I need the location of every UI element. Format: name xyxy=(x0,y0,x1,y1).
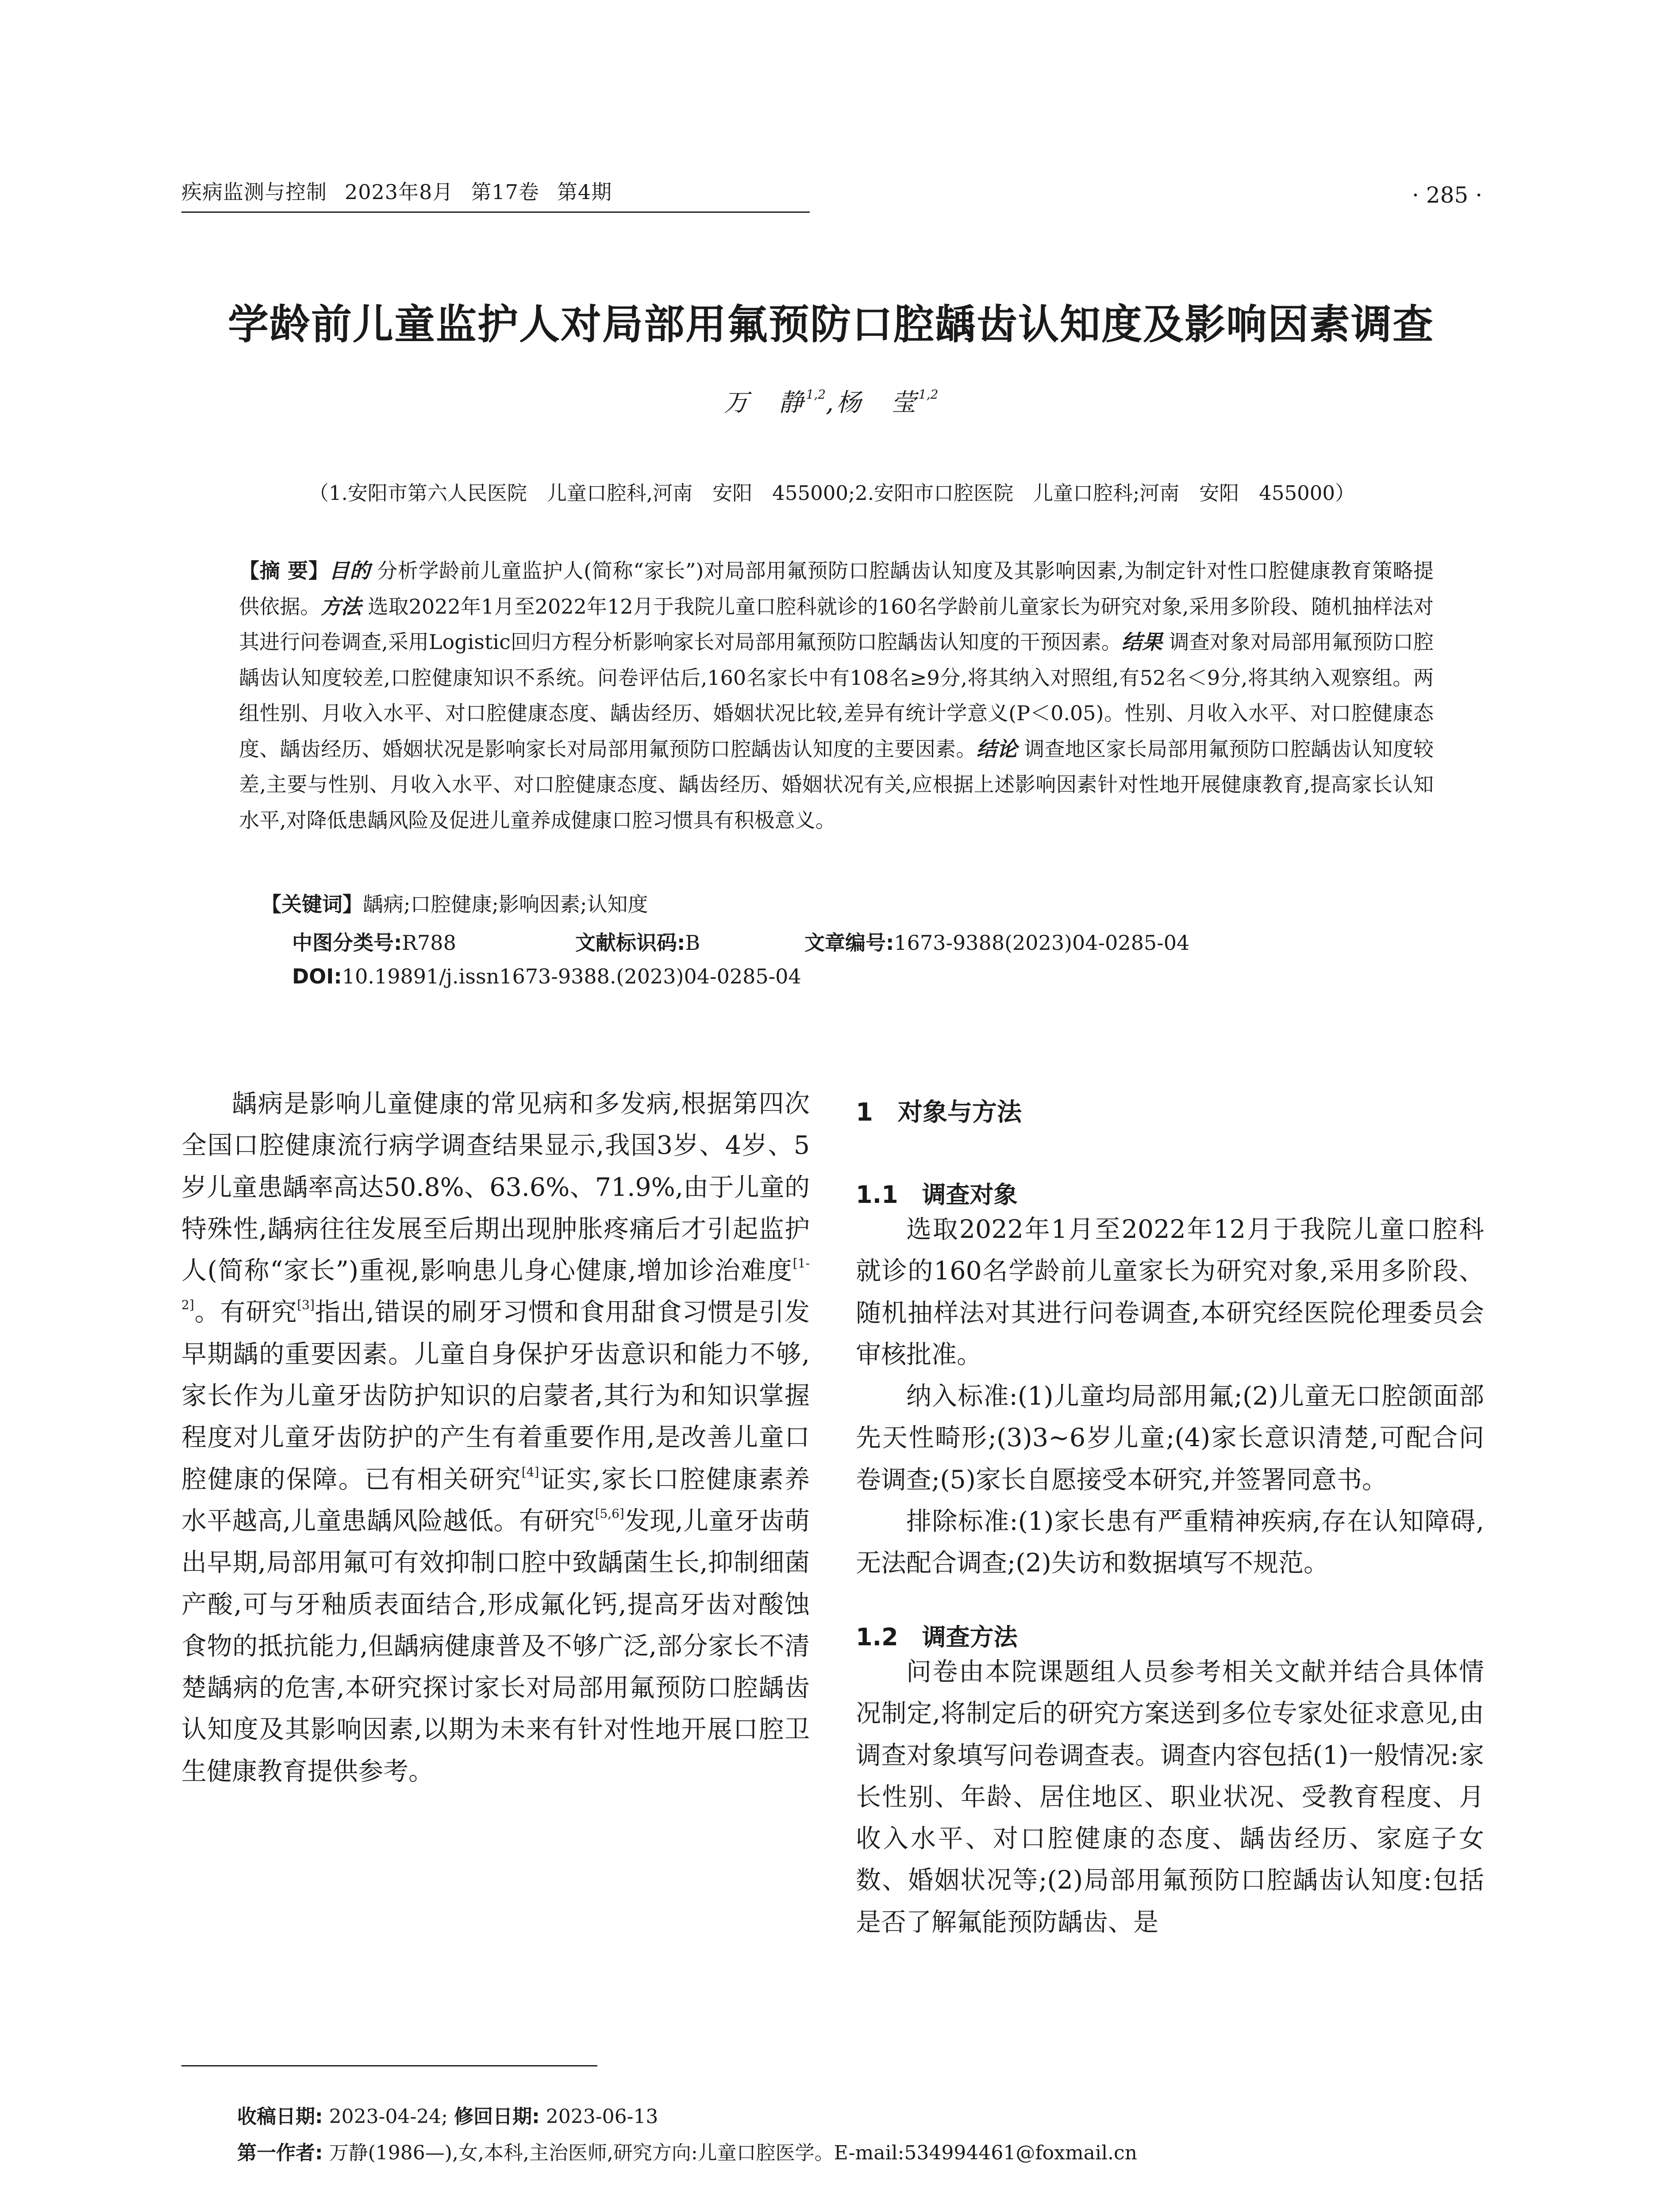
running-header xyxy=(181,176,630,205)
keywords xyxy=(261,888,648,918)
citation-1-2[interactable]: [1-2] xyxy=(181,1256,810,1313)
article-number-label: 文章编号: xyxy=(804,931,894,955)
citation-5-6[interactable]: [5,6] xyxy=(595,1506,624,1521)
section-heading-1: 1 对象与方法 xyxy=(856,1098,1022,1127)
first-author-note xyxy=(237,2137,1137,2165)
received-label: 收稿日期: xyxy=(237,2105,323,2128)
methods-text: 选取2022年1月至2022年12月于我院儿童口腔科就诊的160名学龄前儿童家长为研究对象,采用多阶段、随机抽样法对其进行问卷调查,采用Logistic回归方程分析影响家长对局部用氟预防口腔龋齿认知度的干预因素。 xyxy=(239,594,1434,654)
issue: 第4期 xyxy=(557,180,612,204)
affiliation: （1.安阳市第六人民医院 儿童口腔科,河南 安阳 455000;2.安阳市口腔医院 儿童口腔科;河南 安阳 455000） xyxy=(308,481,1355,505)
abstract xyxy=(239,553,1434,838)
journal-name: 疾病监测与控制 xyxy=(181,180,327,204)
author-1-affil: 1,2 xyxy=(806,387,826,402)
methods-tag: 方法 xyxy=(320,594,362,618)
article-number-value: 1673-9388(2023)04-0285-04 xyxy=(894,931,1190,955)
document-code xyxy=(575,927,700,956)
intro-text-2: 。有研究 xyxy=(194,1298,297,1327)
article-title: 学龄前儿童监护人对局部用氟预防口腔龋齿认知度及影响因素调查 xyxy=(227,301,1434,348)
clc-label: 中图分类号: xyxy=(292,931,402,955)
footnote-rule xyxy=(181,2065,597,2066)
author-line xyxy=(0,383,1662,419)
intro-text-5: 发现,儿童牙齿萌出早期,局部用氟可有效抑制口腔中致龋菌生长,抑制细菌产酸,可与牙釉质表面结合,形成氟化钙,提高牙齿对酸蚀食物的抵抗能力,但龋病健康普及不够广泛,部分家长不清楚龋病的危害,本研究探讨家长对局部用氟预防口腔龋齿认知度及其影响因素,以期为未来有针对性地开展口腔卫生健康教育提供参考。 xyxy=(181,1506,810,1786)
volume: 第17卷 xyxy=(471,180,539,204)
method-column xyxy=(856,1651,1484,1943)
results-tag: 结果 xyxy=(1121,630,1162,654)
doi xyxy=(292,964,801,988)
intro-text-3: 指出,错误的刷牙习惯和食用甜食习惯是引发早期龋的重要因素。儿童自身保护牙齿意识和能力不够,家长作为儿童牙齿防护知识的启蒙者,其行为和知识掌握程度对儿童牙齿防护的产生有着重要作用,是改善儿童口腔健康的保障。已有相关研究 xyxy=(181,1298,810,1494)
revised-label: 修回日期: xyxy=(454,2105,540,2128)
conclusion-text: 调查地区家长局部用氟预防口腔龋齿认知度较差,主要与性别、月收入水平、对口腔健康态度、龋齿经历、婚姻状况有关,应根据上述影响因素针对性地开展健康教育,提高家长认知水平,对降低患龋风险及促进儿童养成健康口腔习惯具有积极意义。 xyxy=(239,737,1434,832)
intro-text-1: 龋病是影响儿童健康的常见病和多发病,根据第四次全国口腔健康流行病学调查结果显示,我国3岁、4岁、5岁儿童患龋率高达50.8%、63.6%、71.9%,由于儿童的特殊性,龋病往往发展至后期出现肿胀疼痛后才引起监护人(简称“家长”)重视,影响患儿身心健康,增加诊治难度 xyxy=(181,1089,810,1286)
intro-column xyxy=(181,1083,810,1792)
revised-value: 2023-06-13 xyxy=(546,2105,658,2128)
article-number xyxy=(804,927,1189,956)
author-separator: , xyxy=(826,388,836,417)
keywords-label: 【关键词】 xyxy=(261,892,363,916)
received-dates xyxy=(237,2101,658,2129)
abstract-label: 【摘 要】 xyxy=(239,559,329,583)
subjects-column xyxy=(856,1209,1484,1584)
received-value: 2023-04-24; xyxy=(329,2105,448,2128)
exclusion-paragraph: 排除标准:(1)家长患有严重精神疾病,存在认知障碍,无法配合调查;(2)失访和数据填写不规范。 xyxy=(856,1507,1484,1578)
citation-4[interactable]: [4] xyxy=(521,1464,539,1479)
first-author-value: 万静(1986—),女,本科,主治医师,研究方向:儿童口腔医学。E-mail:534994461@foxmail.cn xyxy=(329,2142,1138,2164)
doc-code-value: B xyxy=(685,931,700,955)
conclusion-tag: 结论 xyxy=(976,737,1018,761)
subsection-heading-1-1: 1.1 调查对象 xyxy=(856,1181,1018,1209)
objective-tag: 目的 xyxy=(329,559,370,583)
first-author-label: 第一作者: xyxy=(237,2142,323,2164)
objective-text: 分析学龄前儿童监护人(简称“家长”)对局部用氟预防口腔龋齿认知度及其影响因素,为制定针对性口腔健康教育策略提供依据。 xyxy=(239,559,1434,618)
method-paragraph: 问卷由本院课题组人员参考相关文献并结合具体情况制定,将制定后的研究方案送到多位专家处征求意见,由调查对象填写问卷调查表。调查内容包括(1)一般情况:家长性别、年龄、居住地区、职业状况、受教育程度、月收入水平、对口腔健康的态度、龋齿经历、家庭子女数、婚姻状况等;(2)局部用氟预防口腔龋齿认知度:包括是否了解氟能预防龋齿、是 xyxy=(856,1657,1484,1937)
doi-label: DOI: xyxy=(292,964,342,988)
inclusion-paragraph: 纳入标准:(1)儿童均局部用氟;(2)儿童无口腔颌面部先天性畸形;(3)3~6岁儿童;(4)家长意识清楚,可配合问卷调查;(5)家长自愿接受本研究,并签署同意书。 xyxy=(856,1382,1484,1494)
intro-paragraph xyxy=(181,1083,810,1792)
intro-text-4: 证实,家长口腔健康素养水平越高,儿童患龋风险越低。有研究 xyxy=(181,1464,810,1536)
clc-number xyxy=(292,927,456,956)
keywords-value: 龋病;口腔健康;影响因素;认知度 xyxy=(363,892,648,916)
subjects-paragraph: 选取2022年1月至2022年12月于我院儿童口腔科就诊的160名学龄前儿童家长为研究对象,采用多阶段、随机抽样法对其进行问卷调查,本研究经医院伦理委员会审核批准。 xyxy=(856,1215,1484,1369)
results-text: 调查对象对局部用氟预防口腔龋齿认知度较差,口腔健康知识不系统。问卷评估后,160名家长中有108名≥9分,将其纳入对照组,有52名＜9分,将其纳入观察组。两组性别、月收入水平、对口腔健康态度、龋齿经历、婚姻状况比较,差异有统计学意义(P＜0.05)。性别、月收入水平、对口腔健康态度、龋齿经历、婚姻状况是影响家长对局部用氟预防口腔龋齿认知度的主要因素。 xyxy=(239,630,1434,761)
citation-3[interactable]: [3] xyxy=(297,1298,315,1313)
clc-value: R788 xyxy=(402,931,456,955)
author-1: 万 静 xyxy=(723,388,806,417)
author-2: 杨 莹 xyxy=(836,388,919,417)
page-number: · 285 · xyxy=(1412,182,1482,208)
issue-date: 2023年8月 xyxy=(345,180,454,204)
subsection-heading-1-2: 1.2 调查方法 xyxy=(856,1623,1018,1651)
header-rule xyxy=(181,211,810,213)
doc-code-label: 文献标识码: xyxy=(575,931,685,955)
doi-value: 10.19891/j.issn1673-9388.(2023)04-0285-04 xyxy=(342,964,801,988)
author-2-affil: 1,2 xyxy=(918,387,939,402)
